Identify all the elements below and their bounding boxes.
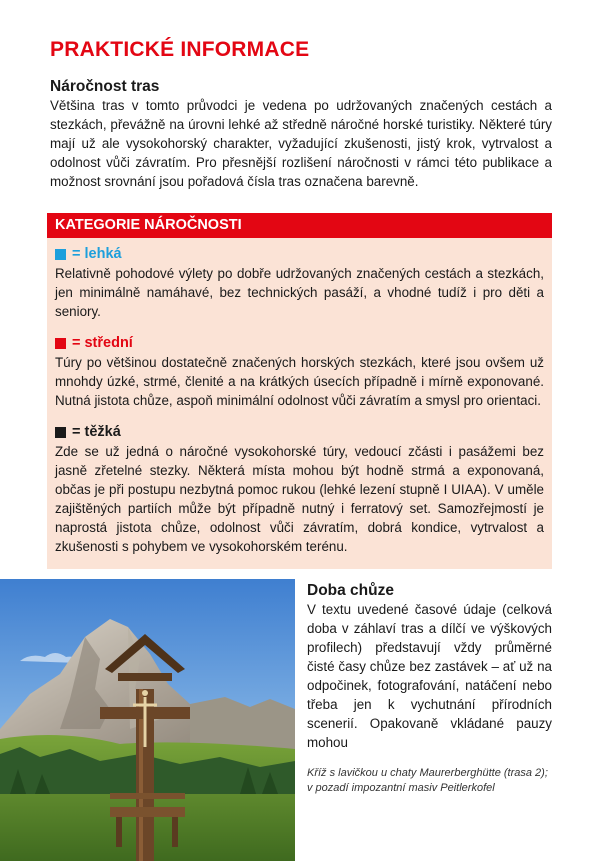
difficulty-heading: Náročnost tras (50, 78, 160, 95)
category-hard-text: Zde se už jedná o náročné vysokohorské túry, vedoucí zčásti i pasážemi bez jasně zřetelné stezky. Některá místa mohou být hodně strmá a exponovaná, občas je při postupu nezbytná pomoc rukou (lehké lezení stupně I UIAA). V uměle zajištěných partiích může být případně nutný i ferratový set. Samozřejmostí je naprostá jistota chůze, odolnost vůči závratím, dobrá kondice, vytrvalost a zkušenosti s pohybem ve vysokohorském terénu. (55, 444, 544, 554)
black-square-icon (55, 427, 66, 438)
category-easy-text: Relativně pohodové výlety po dobře udržovaných značených cestách a stezkách, jen minimálně namáhavé, bez technických pasáží, a vhodné tudíž i pro děti a seniory. (55, 266, 544, 319)
red-square-icon (55, 338, 66, 349)
category-hard-title (55, 422, 544, 442)
category-hard-label: = těžká (72, 424, 121, 440)
category-easy-label: = lehká (72, 246, 122, 262)
category-medium-text: Túry po většinou dostatečně značených horských stezkách, které jsou ovšem už mnohdy úzké, strmé, členité a na krátkých úsecích případně i mírně exponované. Nutná jistota chůze, aspoň minimální odolnost vůči závratím a smysl pro orientaci. (55, 355, 544, 408)
blue-square-icon (55, 249, 66, 260)
duration-text: V textu uvedené časové údaje (celková doba v záhlaví tras a dílčí ve výškových profilech) představují vždy průměrné čisté časy chůze bez zastávek – ať už na odpočinek, fotografování, natáčení nebo třeba jen k vychutnání přírodních scenerií. Opakovaně vkládané pauzy mohou (307, 602, 552, 750)
category-easy-title (55, 244, 544, 264)
difficulty-intro-text: Většina tras v tomto průvodci je vedena po udržovaných značených cestách a stezkách, převážně na úrovni lehké až středně náročné horské turistiky. Některé túry mají už ale vysokohorský charakter, vyžadující zkušenosti, jistý krok, vytrvalost a odolnost vůči závratím. Pro přesnější rozlišení náročnosti v rámci této publikace a možnost srovnání jsou pořadová čísla tras označena barevně. (50, 98, 552, 189)
page-title: PRAKTICKÉ INFORMACE (50, 38, 310, 61)
categories-header: KATEGORIE NÁROČNOSTI (47, 213, 552, 238)
mountain-cross-photo (0, 579, 295, 861)
duration-heading: Doba chůze (307, 582, 394, 599)
photo-caption: Kříž s lavičkou u chaty Maurerberghütte (trasa 2); v pozadí impozantní masiv Peitlerkofel (307, 767, 548, 794)
category-medium-title (55, 333, 544, 353)
difficulty-categories-box (47, 213, 552, 569)
category-medium-label: = střední (72, 335, 133, 351)
